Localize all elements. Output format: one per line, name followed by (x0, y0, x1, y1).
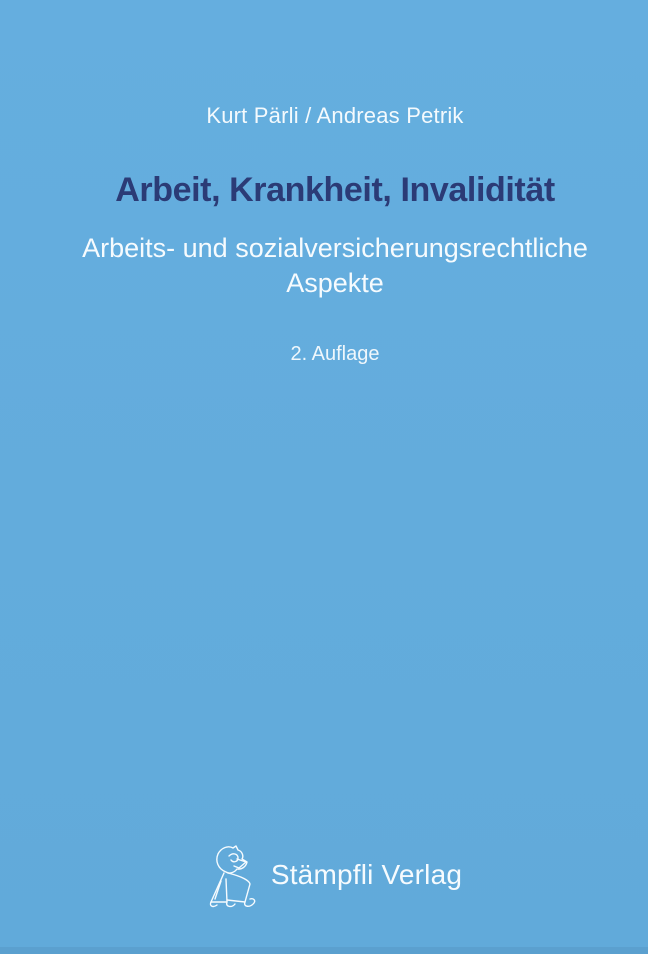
subtitle-line-2: Aspekte (286, 268, 384, 298)
book-title: Arbeit, Krankheit, Invalidität (115, 171, 555, 209)
edition-label: 2. Auflage (290, 343, 380, 365)
stampfli-lion-logo (208, 845, 258, 911)
author-line: Kurt Pärli / Andreas Petrik (206, 103, 464, 128)
publisher-name: Stämpfli Verlag (270, 859, 463, 890)
subtitle-line-1: Arbeits- und sozialversicherungsrechtliche (82, 233, 588, 263)
publisher-block (22, 845, 648, 911)
book-subtitle (22, 231, 648, 301)
bottom-edge-shadow (0, 947, 648, 954)
